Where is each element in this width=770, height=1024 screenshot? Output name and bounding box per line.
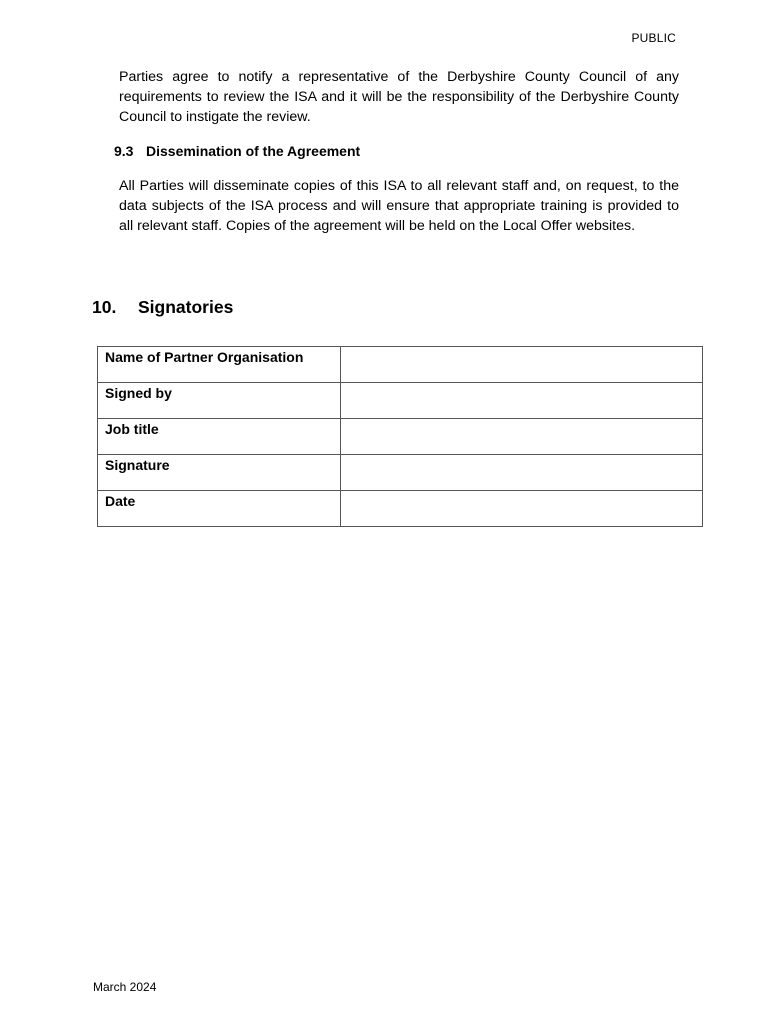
table-row: [98, 491, 703, 527]
job-title-field[interactable]: [340, 419, 702, 455]
section-heading: [92, 297, 233, 318]
dissemination-paragraph: All Parties will disseminate copies of this ISA to all relevant staff and, on request, to the data subjects of the ISA process and will ensure that appropriate training is provided to all relevant staff. Copies of the agreement will be held on the Local Offer websites.: [119, 178, 679, 234]
review-paragraph: Parties agree to notify a representative of the Derbyshire County Council of any requirements to review the ISA and it will be the responsibility of the Derbyshire County Council to instigate the review.: [119, 69, 679, 125]
section-number: 10.: [92, 297, 117, 317]
row-label-signed-by: Signed by: [98, 383, 341, 419]
subsection-number: 9.3: [114, 143, 134, 159]
row-label-date: Date: [98, 491, 341, 527]
table-row: [98, 383, 703, 419]
section-title: Signatories: [138, 297, 234, 317]
subsection-title: Dissemination of the Agreement: [146, 143, 361, 159]
table-row: [98, 347, 703, 383]
row-label-partner-organisation: Name of Partner Organisation: [98, 347, 341, 383]
date-field[interactable]: [340, 491, 702, 527]
partner-organisation-field[interactable]: [340, 347, 702, 383]
table-row: [98, 455, 703, 491]
classification-label: PUBLIC: [631, 31, 676, 45]
subsection-heading: [114, 143, 360, 159]
footer-date: March 2024: [93, 980, 157, 994]
signed-by-field[interactable]: [340, 383, 702, 419]
signature-field[interactable]: [340, 455, 702, 491]
row-label-signature: Signature: [98, 455, 341, 491]
signatories-table: [97, 346, 703, 527]
row-label-job-title: Job title: [98, 419, 341, 455]
table-row: [98, 419, 703, 455]
